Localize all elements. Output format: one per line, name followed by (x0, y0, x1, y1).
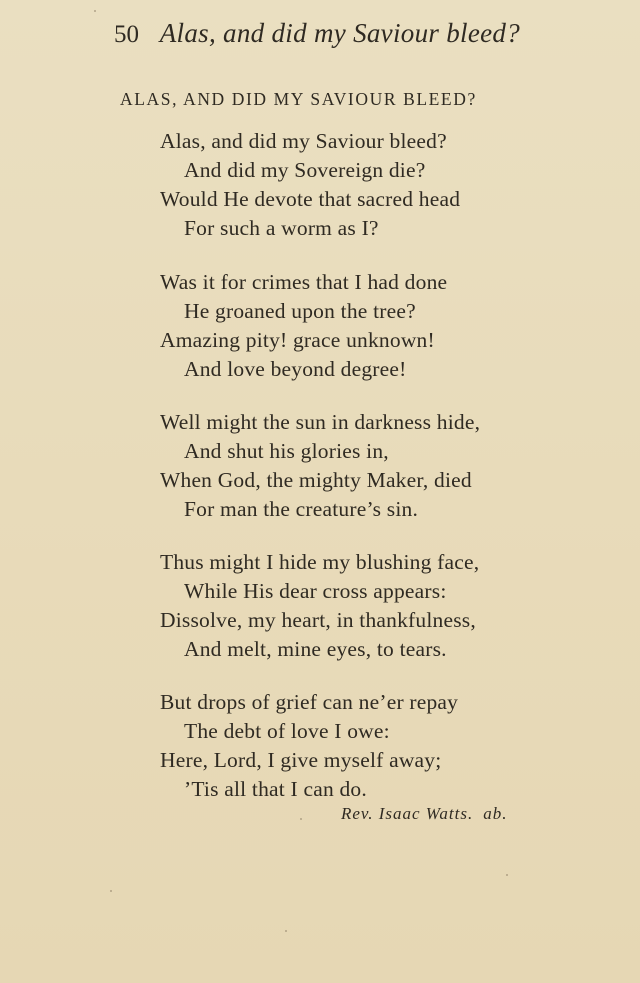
poem-line: He groaned upon the tree? (184, 299, 416, 323)
poem-line: And love beyond degree! (184, 357, 407, 381)
poem-line: And shut his glories in, (184, 439, 389, 463)
attribution-note: ab. (483, 804, 508, 823)
poem-line: And melt, mine eyes, to tears. (184, 637, 447, 661)
paper-speck (110, 890, 112, 892)
poem-line: Here, Lord, I give myself away; (160, 748, 442, 772)
poem-line: Dissolve, my heart, in thankfulness, (160, 608, 476, 632)
stanza-4 (160, 548, 479, 664)
poem-line: ’Tis all that I can do. (184, 777, 367, 801)
running-title: Alas, and did my Saviour bleed? (159, 18, 520, 48)
poem-title: ALAS, AND DID MY SAVIOUR BLEED? (120, 89, 477, 109)
running-head (114, 18, 520, 49)
paper-speck (94, 10, 96, 12)
paper-speck (285, 930, 287, 932)
poem-line: Amazing pity! grace unknown! (160, 328, 435, 352)
stanza-5 (160, 688, 458, 804)
poem-line: And did my Sovereign die? (184, 158, 426, 182)
poem-line: Thus might I hide my blushing face, (160, 550, 480, 574)
paper-speck (506, 874, 508, 876)
page-number: 50 (114, 21, 139, 48)
poem-line: The debt of love I owe: (184, 719, 390, 743)
stanza-3 (160, 408, 480, 524)
poem-line: While His dear cross appears: (184, 579, 447, 603)
poem-line: Well might the sun in darkness hide, (160, 410, 481, 434)
stanza-1 (160, 127, 460, 243)
poem-line: For such a worm as I? (184, 216, 379, 240)
stanza-2 (160, 268, 447, 384)
poem-line: Would He devote that sacred head (160, 187, 461, 211)
poem-line: When God, the mighty Maker, died (160, 468, 472, 492)
poem-line: For man the creature’s sin. (184, 497, 419, 521)
author-name: Rev. Isaac Watts. (341, 804, 474, 823)
poem-line: Alas, and did my Saviour bleed? (160, 129, 447, 153)
attribution (341, 804, 507, 824)
poem-line: Was it for crimes that I had done (160, 270, 448, 294)
paper-speck (300, 818, 302, 820)
poem-line: But drops of grief can ne’er repay (160, 690, 459, 714)
